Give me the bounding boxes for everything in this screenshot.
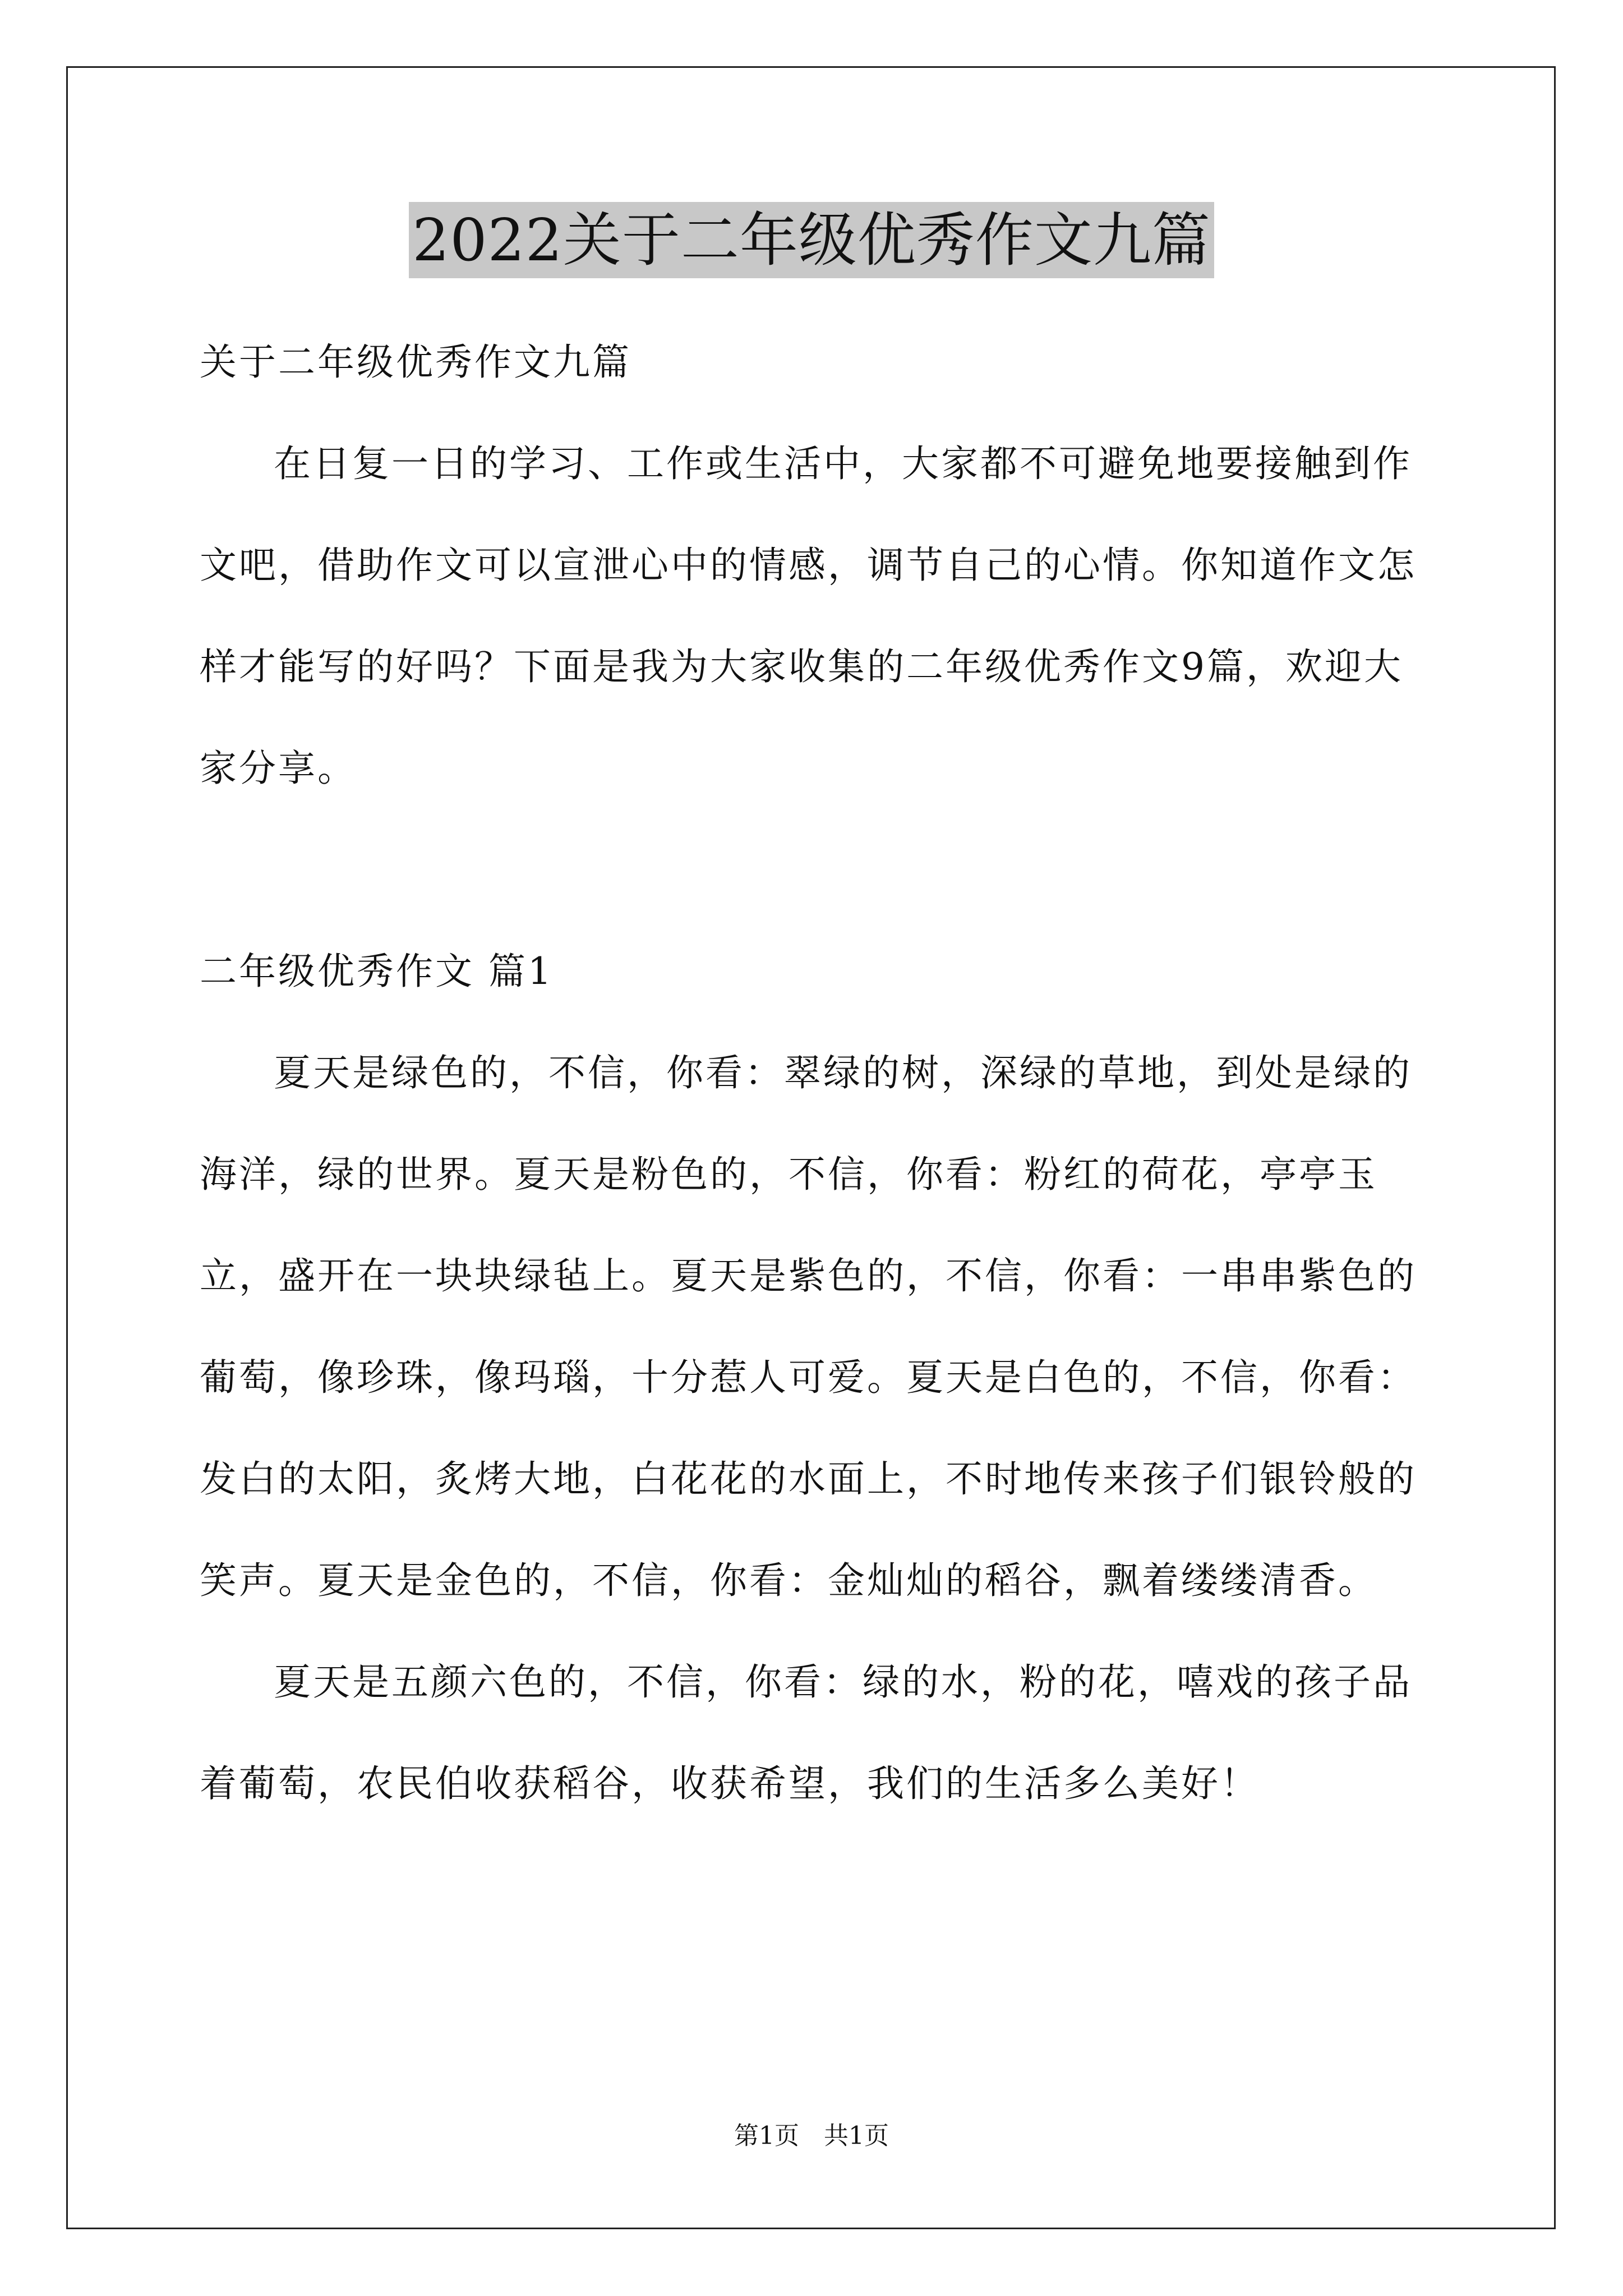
document-subtitle: 关于二年级优秀作文九篇 xyxy=(200,341,631,384)
title-wrap xyxy=(0,202,1623,278)
section-spacer xyxy=(200,819,1428,921)
page-footer: 第1页 共1页 xyxy=(734,2122,889,2150)
body-paragraph-2: 夏天是五颜六色的，不信，你看：绿的水，粉的花，嘻戏的孩子品着葡萄，农民伯收获稻谷，收获希望，我们的生活多么美好！ xyxy=(200,1660,1412,1805)
document-title: 2022关于二年级优秀作文九篇 xyxy=(409,202,1214,278)
section-heading: 二年级优秀作文 篇1 xyxy=(200,950,554,993)
intro-paragraph: 在日复一日的学习、工作或生活中，大家都不可避免地要接触到作文吧，借助作文可以宣泄心中的情感，调节自己的心情。你知道作文怎样才能写的好吗？下面是我为大家收集的二年级优秀作文9篇，欢迎大家分享。 xyxy=(200,442,1417,790)
document-body xyxy=(200,311,1428,1834)
body-paragraph-1: 夏天是绿色的，不信，你看：翠绿的树，深绿的草地，到处是绿的海洋，绿的世界。夏天是粉色的，不信，你看：粉红的荷花，亭亭玉立，盛开在一块块绿毡上。夏天是紫色的，不信，你看：一串串紫色的葡萄，像珍珠，像玛瑙，十分惹人可爱。夏天是白色的，不信，你看：发白的太阳，炙烤大地，白花花的水面上，不时地传来孩子们银铃般的笑声。夏天是金色的，不信，你看：金灿灿的稻谷，飘着缕缕清香。 xyxy=(200,1051,1417,1602)
